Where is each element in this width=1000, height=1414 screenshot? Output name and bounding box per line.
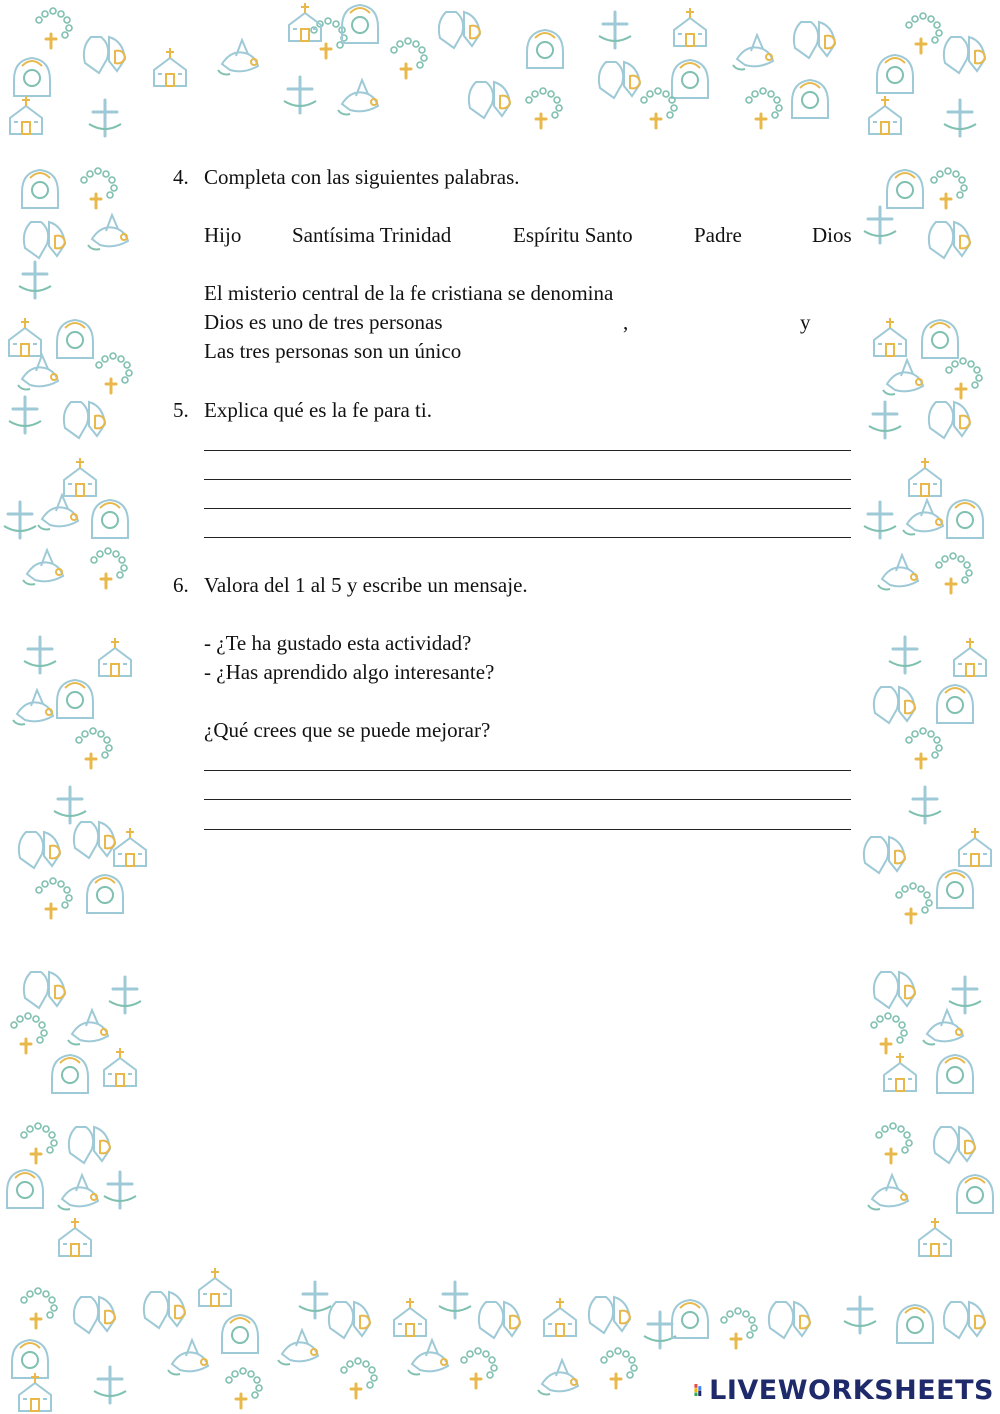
word-bank-espiritu-santo: Espíritu Santo [513,223,633,247]
question-6-prompt: Valora del 1 al 5 y escribe un mensaje. [204,573,528,597]
blank-1-drop-zone[interactable] [668,280,848,306]
word-bank-dios: Dios [812,223,852,247]
word-bank-santisima-trinidad: Santísima Trinidad [292,223,452,247]
liveworksheets-logo [694,1372,994,1408]
answer-line-q5-3[interactable] [204,508,851,509]
rating-1-field[interactable] [520,630,720,656]
answer-line-q5-4[interactable] [204,537,851,538]
blank-2-drop-zone[interactable] [475,309,620,335]
liveworksheets-logo-icon [694,1375,705,1405]
rating-2-field[interactable] [545,659,745,685]
sentence-2-comma: , [623,310,629,334]
answer-line-q6-3[interactable] [204,829,851,830]
word-bank-padre: Padre [694,223,742,247]
logo-text: LIVEWORKSHEETS [709,1374,994,1406]
improve-question: ¿Qué crees que se puede mejorar? [204,718,491,742]
question-6-number: 6. [173,573,189,597]
sentence-2: Dios es uno de tres personas [204,310,443,334]
sentence-1: El misterio central de la fe cristiana se denomina [204,281,614,305]
blank-3-drop-zone[interactable] [635,309,795,335]
word-bank-hijo: Hijo [204,223,242,247]
answer-line-q5-1[interactable] [204,450,851,451]
sentence-2-y: y [800,310,811,334]
rating-item-2: - ¿Has aprendido algo interesante? [204,660,495,684]
answer-line-q6-1[interactable] [204,770,851,771]
blank-4-drop-zone[interactable] [498,338,698,364]
question-5-prompt: Explica qué es la fe para ti. [204,398,432,422]
answer-line-q5-2[interactable] [204,479,851,480]
answer-line-q6-2[interactable] [204,799,851,800]
sentence-3: Las tres personas son un único [204,339,462,363]
question-4-number: 4. [173,165,189,189]
rating-item-1: - ¿Te ha gustado esta actividad? [204,631,472,655]
question-4-prompt: Completa con las siguientes palabras. [204,165,520,189]
question-5-number: 5. [173,398,189,422]
